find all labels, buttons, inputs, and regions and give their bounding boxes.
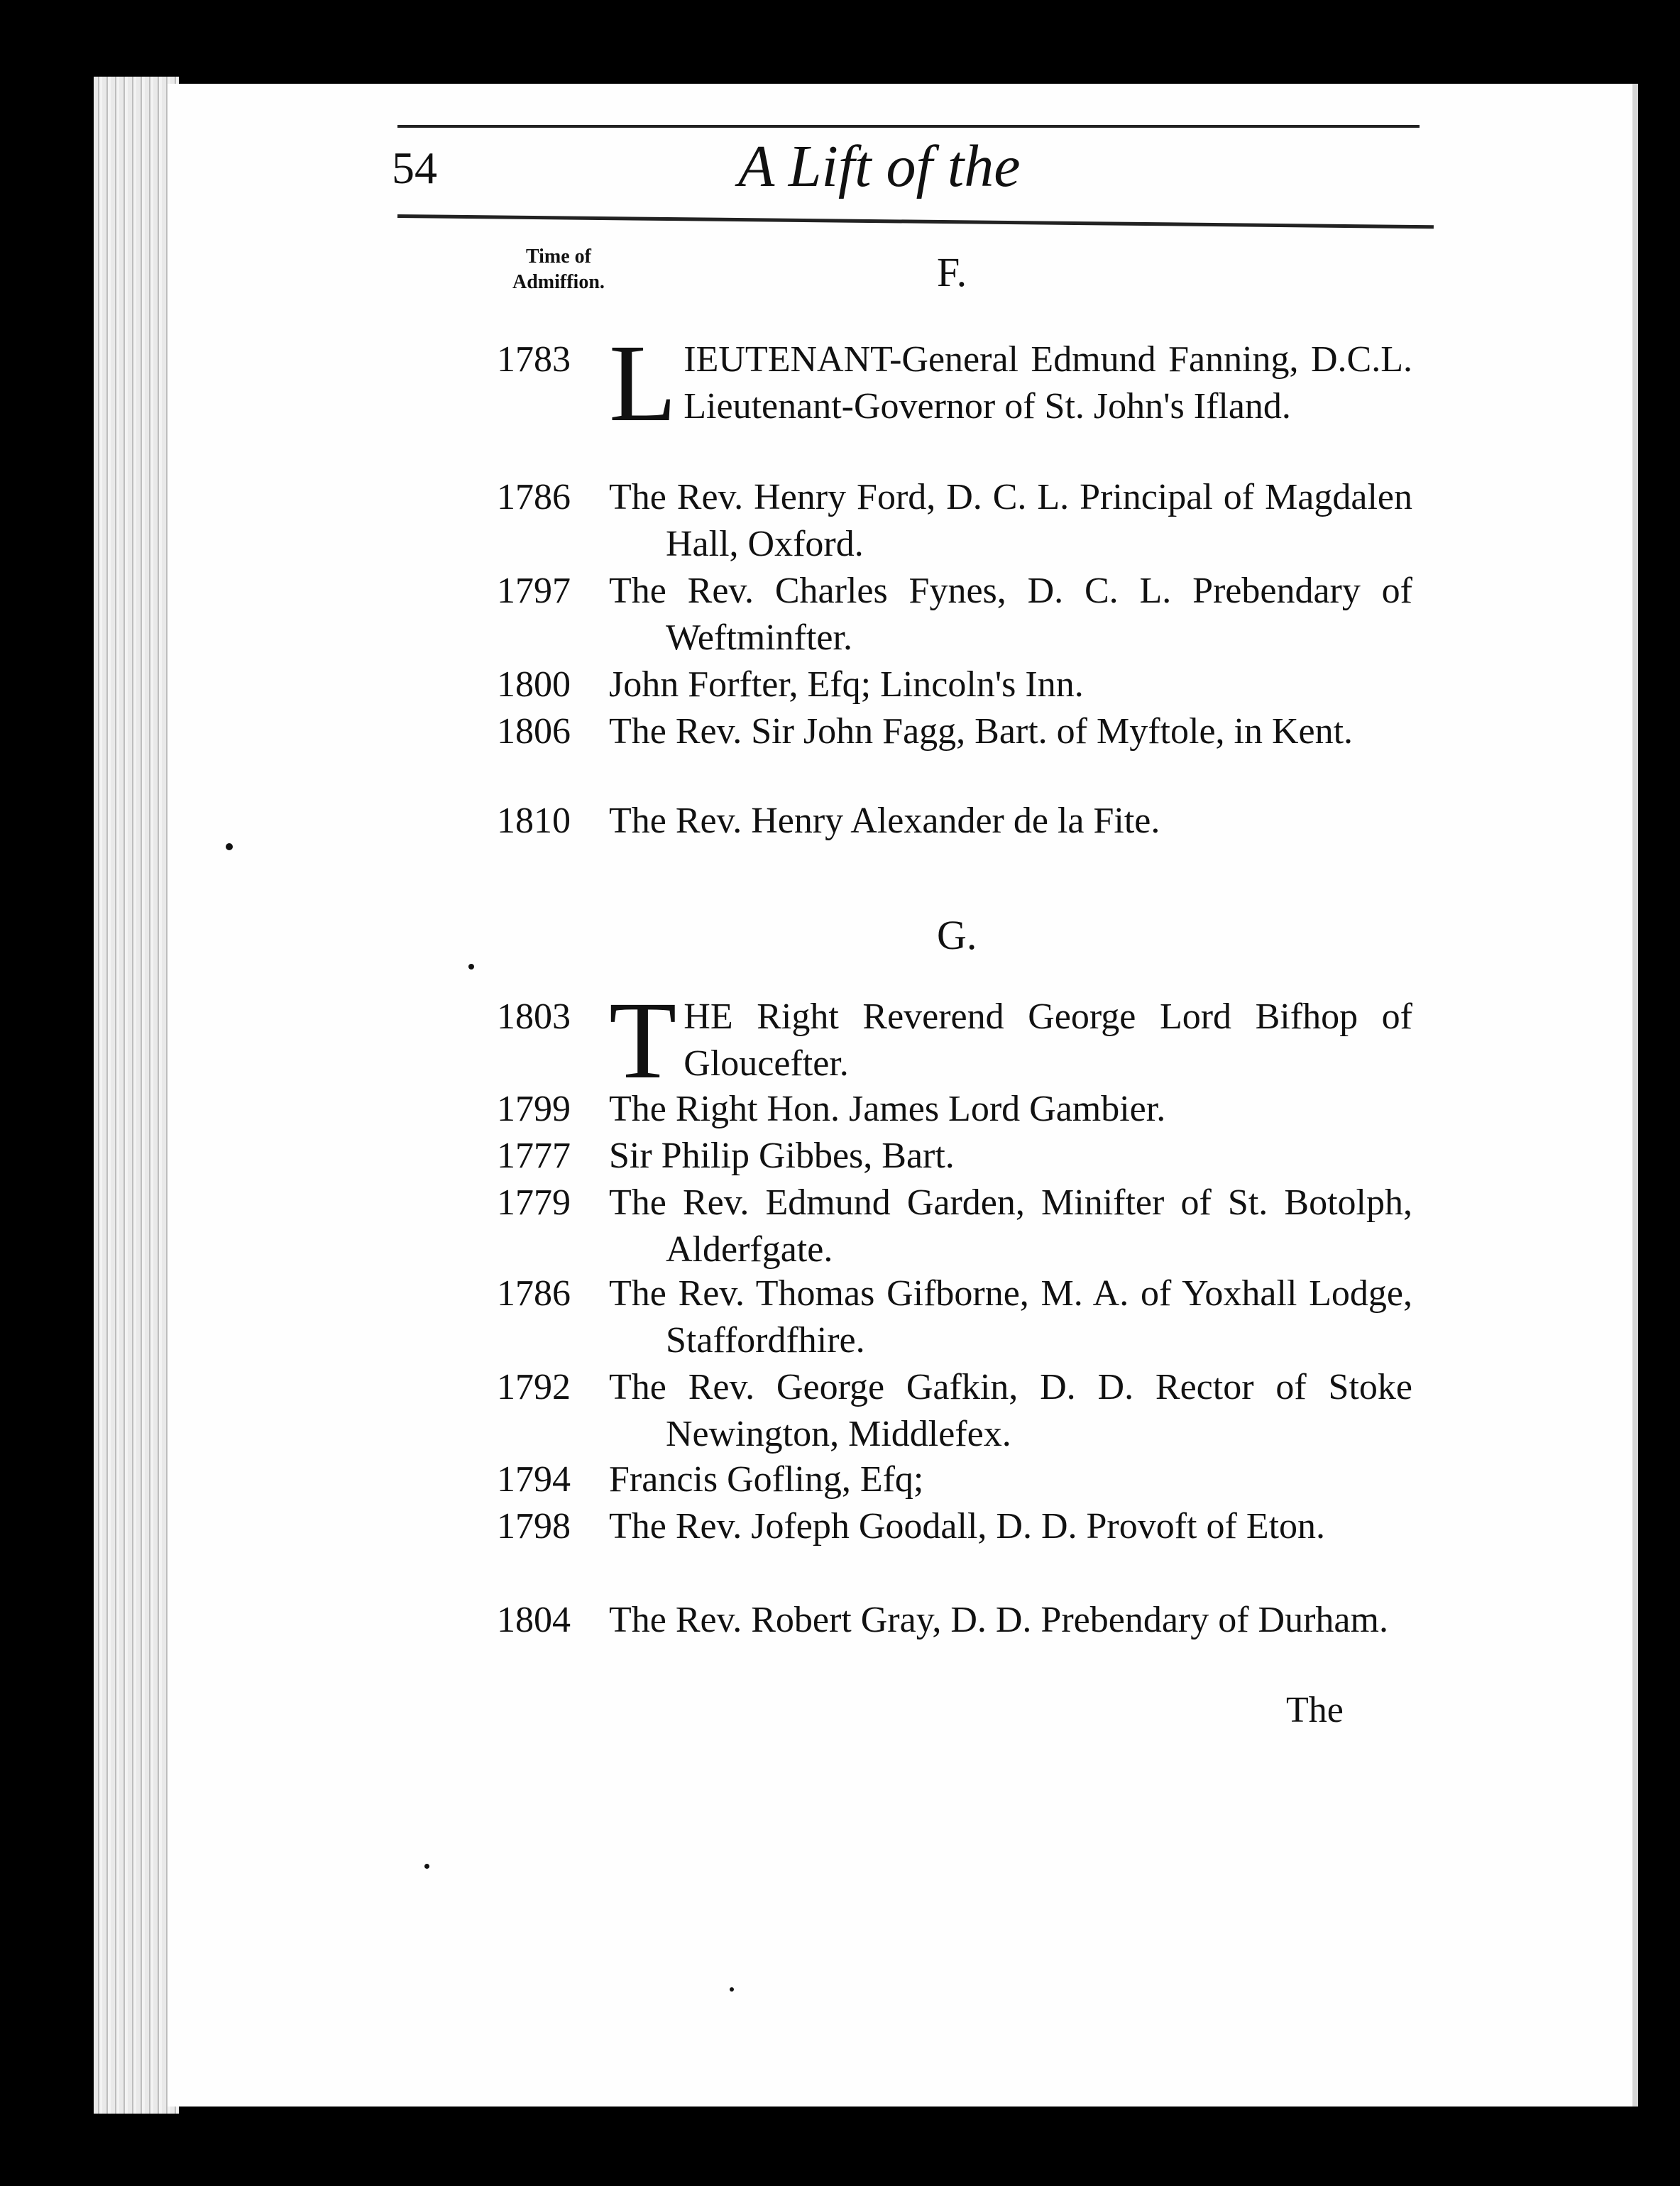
entry-year: 1798: [497, 1506, 571, 1547]
entry-text: L IEUTENANT-General Edmund Fanning, D.C.L. Lieutenant-Governor of St. John's Ifland.: [609, 322, 1412, 444]
entry-1777: [497, 1133, 1412, 1180]
drop-capital: T: [609, 979, 677, 1102]
entry-1799: [497, 1086, 1412, 1133]
ink-speck: [468, 964, 474, 970]
entry-1779: [497, 1180, 1412, 1273]
entry-text: The Rev. Robert Gray, D. D. Prebendary of Durham.: [609, 1600, 1388, 1640]
entry-text: The Rev. Charles Fynes, D. C. L. Prebendary of Weftminfter.: [609, 571, 1412, 658]
entry-text: The Rev. Thomas Gifborne, M. A. of Yoxhall Lodge, Staffordfhire.: [609, 1273, 1412, 1361]
entry-1798: [497, 1503, 1412, 1550]
entry-1810: [497, 798, 1412, 845]
entry-text: The Right Hon. James Lord Gambier.: [609, 1089, 1166, 1129]
entry-1786: [497, 474, 1412, 568]
entry-1797: [497, 568, 1412, 661]
entry-text: John Forfter, Efq; Lincoln's Inn.: [609, 664, 1084, 705]
entry-text: Francis Gofling, Efq;: [609, 1459, 924, 1500]
entry-text: The Rev. Henry Alexander de la Fite.: [609, 801, 1160, 841]
page-number: 54: [392, 143, 437, 193]
entry-text: Sir Philip Gibbes, Bart.: [609, 1136, 955, 1176]
entry-year: 1810: [497, 801, 571, 841]
entry-1794: [497, 1456, 1412, 1503]
header-rule-top: [397, 125, 1420, 128]
entry-text: The Rev. Edmund Garden, Minifter of St. Botolph, Alderfgate.: [609, 1182, 1412, 1270]
scan-border: [1638, 71, 1680, 2186]
entry-year: 1792: [497, 1367, 571, 1407]
section-letter-g: G.: [937, 912, 977, 958]
drop-capital: L: [609, 322, 677, 444]
entry-1786-g: [497, 1270, 1412, 1364]
entry-1792: [497, 1364, 1412, 1458]
entry-year: 1777: [497, 1136, 571, 1176]
running-title: A Lift of the: [738, 133, 1021, 199]
ink-speck: [730, 1987, 734, 1992]
entry-year: 1786: [497, 1273, 571, 1314]
entry-text: The Rev. Jofeph Goodall, D. D. Provoft of Eton.: [609, 1506, 1326, 1547]
entry-text: The Rev. George Gafkin, D. D. Rector of Stoke Newington, Middlefex.: [609, 1367, 1412, 1454]
entry-text: The Rev. Henry Ford, D. C. L. Principal of Magdalen Hall, Oxford.: [609, 477, 1412, 564]
entry-year: 1786: [497, 477, 571, 517]
entry-year: 1797: [497, 571, 571, 611]
entry-1806: [497, 708, 1412, 755]
entry-year: 1779: [497, 1182, 571, 1223]
ink-speck: [424, 1864, 429, 1869]
page-edges: [94, 77, 179, 2114]
entry-text: The Rev. Sir John Fagg, Bart. of Myftole, in Kent.: [609, 711, 1354, 752]
entry-year: 1800: [497, 664, 571, 705]
entry-1804: [497, 1597, 1412, 1644]
entry-year: 1804: [497, 1600, 571, 1640]
entry-1800: [497, 661, 1412, 708]
entry-year: 1803: [497, 996, 571, 1037]
column-heading: Time of Admiffion.: [512, 246, 605, 293]
entry-year: 1806: [497, 711, 571, 752]
entry-year: 1783: [497, 339, 571, 380]
entry-1783: [497, 322, 1412, 444]
ink-speck: [226, 843, 233, 850]
entry-text: T HE Right Reverend George Lord Bifhop of Gloucefter.: [609, 979, 1412, 1102]
entry-1803: [497, 979, 1412, 1102]
entry-year: 1794: [497, 1459, 571, 1500]
section-letter-f: F.: [937, 249, 967, 295]
catchword: The: [1286, 1690, 1344, 1730]
entry-year: 1799: [497, 1089, 571, 1129]
